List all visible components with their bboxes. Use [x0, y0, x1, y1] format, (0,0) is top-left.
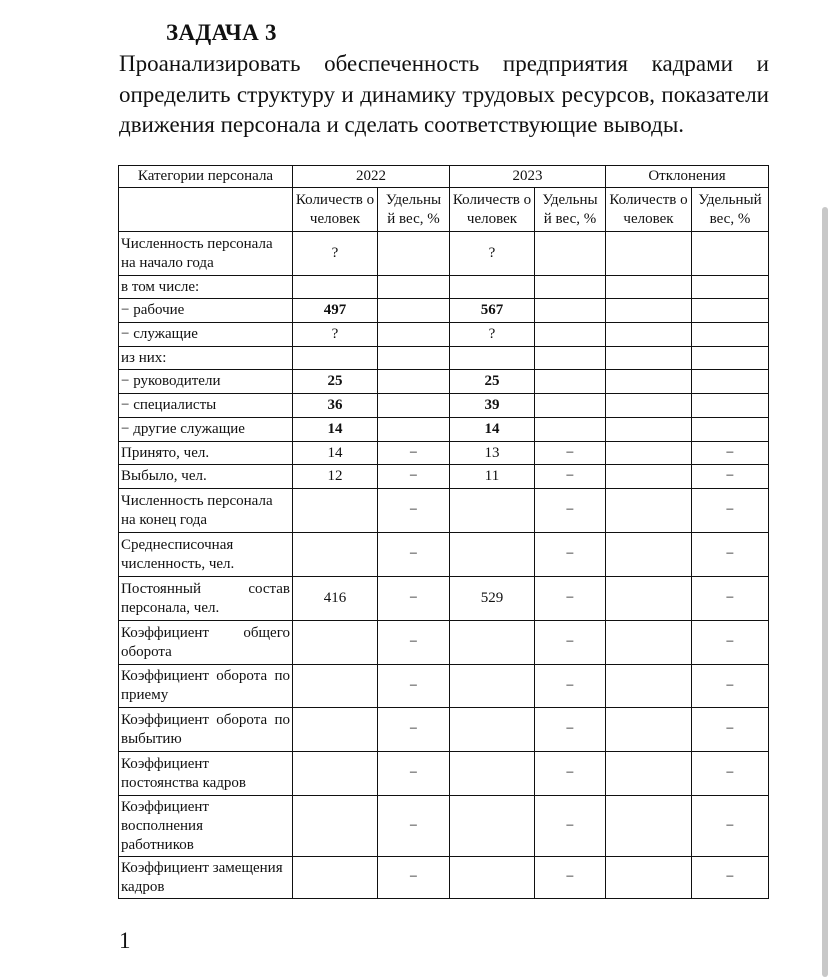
table-row — [119, 857, 769, 899]
share-deviation — [692, 347, 769, 370]
count-2023: ? — [450, 323, 535, 347]
share-2023 — [535, 323, 606, 347]
share-deviation — [692, 276, 769, 299]
row-label: Выбыло, чел. — [119, 465, 293, 489]
count-2023 — [450, 489, 535, 533]
share-2022: − — [378, 577, 450, 621]
row-label — [119, 796, 293, 857]
table-subheader-row — [119, 188, 769, 232]
task-description: Проанализировать обеспеченность предприятия кадрами и определить структуру и динамику трудовых ресурсов, показатели движения персонала и сделать соответствующие выводы. — [119, 51, 769, 137]
table-row — [119, 442, 769, 465]
share-2023: − — [535, 796, 606, 857]
share-2023: − — [535, 442, 606, 465]
share-deviation: − — [692, 621, 769, 665]
count-2022 — [293, 489, 378, 533]
header-empty-cell — [119, 188, 293, 232]
row-label: в том числе: — [119, 276, 293, 299]
share-deviation — [692, 370, 769, 394]
table-row — [119, 347, 769, 370]
share-2022: − — [378, 796, 450, 857]
task-heading: ЗАДАЧА 3 — [166, 20, 277, 45]
count-2023 — [450, 796, 535, 857]
row-label: Коэффициент оборота по приему — [119, 665, 293, 708]
share-2023 — [535, 394, 606, 418]
header-share-2023: Удельны й вес, % — [535, 188, 606, 232]
count-2023 — [450, 347, 535, 370]
share-2023 — [535, 232, 606, 276]
share-deviation: − — [692, 665, 769, 708]
share-2022: − — [378, 465, 450, 489]
share-2022 — [378, 394, 450, 418]
share-2022: − — [378, 665, 450, 708]
header-count-2023: Количеств о человек — [450, 188, 535, 232]
share-deviation: − — [692, 533, 769, 577]
count-2022: 497 — [293, 299, 378, 323]
table-row — [119, 465, 769, 489]
share-2023: − — [535, 857, 606, 899]
share-2022 — [378, 418, 450, 442]
vertical-scrollbar[interactable] — [822, 207, 828, 977]
count-deviation — [606, 465, 692, 489]
count-deviation — [606, 442, 692, 465]
row-label: Коэффициент оборота по выбытию — [119, 708, 293, 752]
row-label: − другие служащие — [119, 418, 293, 442]
share-2022 — [378, 347, 450, 370]
share-2023 — [535, 276, 606, 299]
count-2022 — [293, 857, 378, 899]
count-deviation — [606, 708, 692, 752]
row-label: − специалисты — [119, 394, 293, 418]
count-2022 — [293, 665, 378, 708]
row-label: − служащие — [119, 323, 293, 347]
row-label: Численность персонала на начало года — [119, 232, 293, 276]
count-2022 — [293, 621, 378, 665]
count-deviation — [606, 276, 692, 299]
count-2022: ? — [293, 232, 378, 276]
share-2023 — [535, 370, 606, 394]
share-deviation: − — [692, 752, 769, 796]
header-category: Категории персонала — [119, 166, 293, 188]
count-2022: 36 — [293, 394, 378, 418]
count-deviation — [606, 370, 692, 394]
count-2022 — [293, 752, 378, 796]
count-deviation — [606, 323, 692, 347]
table-row — [119, 577, 769, 621]
row-label: Коэффициент замещения кадров — [119, 857, 293, 899]
row-label: Среднесписочная численность, чел. — [119, 533, 293, 577]
count-2023 — [450, 665, 535, 708]
share-2022: − — [378, 489, 450, 533]
count-2022: 416 — [293, 577, 378, 621]
table-row — [119, 299, 769, 323]
count-deviation — [606, 299, 692, 323]
count-2023: 567 — [450, 299, 535, 323]
row-label: Принято, чел. — [119, 442, 293, 465]
header-year-2023: 2023 — [450, 166, 606, 188]
count-2023: 25 — [450, 370, 535, 394]
count-deviation — [606, 796, 692, 857]
count-deviation — [606, 533, 692, 577]
share-2023: − — [535, 752, 606, 796]
table-row — [119, 276, 769, 299]
count-2022: 25 — [293, 370, 378, 394]
table-row — [119, 752, 769, 796]
row-label: Численность персонала на конец года — [119, 489, 293, 533]
count-deviation — [606, 621, 692, 665]
count-2023: 13 — [450, 442, 535, 465]
share-deviation: − — [692, 465, 769, 489]
table-row — [119, 394, 769, 418]
count-deviation — [606, 752, 692, 796]
count-2023 — [450, 621, 535, 665]
row-label: Постоянный состав персонала, чел. — [119, 577, 293, 621]
count-deviation — [606, 232, 692, 276]
row-label: − рабочие — [119, 299, 293, 323]
share-2022: − — [378, 857, 450, 899]
count-2022 — [293, 796, 378, 857]
header-count-2022: Количеств о человек — [293, 188, 378, 232]
share-deviation — [692, 394, 769, 418]
count-2022 — [293, 276, 378, 299]
count-deviation — [606, 665, 692, 708]
share-2023: − — [535, 533, 606, 577]
count-2022 — [293, 533, 378, 577]
count-2023: 529 — [450, 577, 535, 621]
row-label: Коэффициент постоянства кадров — [119, 752, 293, 796]
share-deviation: − — [692, 857, 769, 899]
table-row — [119, 665, 769, 708]
count-2023: 14 — [450, 418, 535, 442]
share-2022 — [378, 232, 450, 276]
count-deviation — [606, 347, 692, 370]
share-2023 — [535, 347, 606, 370]
table-row — [119, 418, 769, 442]
count-2022 — [293, 347, 378, 370]
share-2022 — [378, 299, 450, 323]
header-year-2022: 2022 — [293, 166, 450, 188]
table-row — [119, 708, 769, 752]
header-deviations: Отклонения — [606, 166, 769, 188]
page-number: 1 — [119, 928, 131, 953]
share-2022: − — [378, 442, 450, 465]
count-2023 — [450, 708, 535, 752]
share-deviation: − — [692, 796, 769, 857]
header-share-2022: Удельны й вес, % — [378, 188, 450, 232]
share-2022: − — [378, 621, 450, 665]
count-deviation — [606, 577, 692, 621]
count-deviation — [606, 857, 692, 899]
share-deviation — [692, 232, 769, 276]
share-deviation: − — [692, 489, 769, 533]
table-header-row — [119, 166, 769, 188]
share-2023: − — [535, 665, 606, 708]
share-2023 — [535, 299, 606, 323]
count-2023 — [450, 276, 535, 299]
share-2022 — [378, 276, 450, 299]
count-2022: 14 — [293, 442, 378, 465]
count-2023 — [450, 533, 535, 577]
header-share-deviation: Удельный вес, % — [692, 188, 769, 232]
count-2022: 14 — [293, 418, 378, 442]
table-row — [119, 489, 769, 533]
count-2022: ? — [293, 323, 378, 347]
table-row — [119, 796, 769, 857]
count-2022 — [293, 708, 378, 752]
count-2023 — [450, 752, 535, 796]
row-label: − руководители — [119, 370, 293, 394]
share-2022: − — [378, 533, 450, 577]
share-2023: − — [535, 708, 606, 752]
table-row — [119, 323, 769, 347]
count-deviation — [606, 489, 692, 533]
table-row — [119, 533, 769, 577]
share-2022: − — [378, 708, 450, 752]
count-2023: 39 — [450, 394, 535, 418]
table-row — [119, 370, 769, 394]
share-2022 — [378, 323, 450, 347]
count-2022: 12 — [293, 465, 378, 489]
count-2023 — [450, 857, 535, 899]
row-label: из них: — [119, 347, 293, 370]
share-deviation — [692, 299, 769, 323]
count-deviation — [606, 418, 692, 442]
count-2023: 11 — [450, 465, 535, 489]
personnel-table — [118, 165, 769, 899]
share-2023: − — [535, 621, 606, 665]
share-2022 — [378, 370, 450, 394]
table-row — [119, 232, 769, 276]
share-deviation: − — [692, 577, 769, 621]
row-label: Коэффициент общего оборота — [119, 621, 293, 665]
share-2023: − — [535, 465, 606, 489]
share-2023: − — [535, 489, 606, 533]
count-deviation — [606, 394, 692, 418]
share-2022: − — [378, 752, 450, 796]
share-deviation: − — [692, 708, 769, 752]
count-2023: ? — [450, 232, 535, 276]
share-deviation — [692, 418, 769, 442]
table-row — [119, 621, 769, 665]
share-2023 — [535, 418, 606, 442]
share-2023: − — [535, 577, 606, 621]
share-deviation — [692, 323, 769, 347]
header-count-deviation: Количеств о человек — [606, 188, 692, 232]
share-deviation: − — [692, 442, 769, 465]
row-label-text: Коэффициент восполнения работников — [121, 798, 209, 853]
